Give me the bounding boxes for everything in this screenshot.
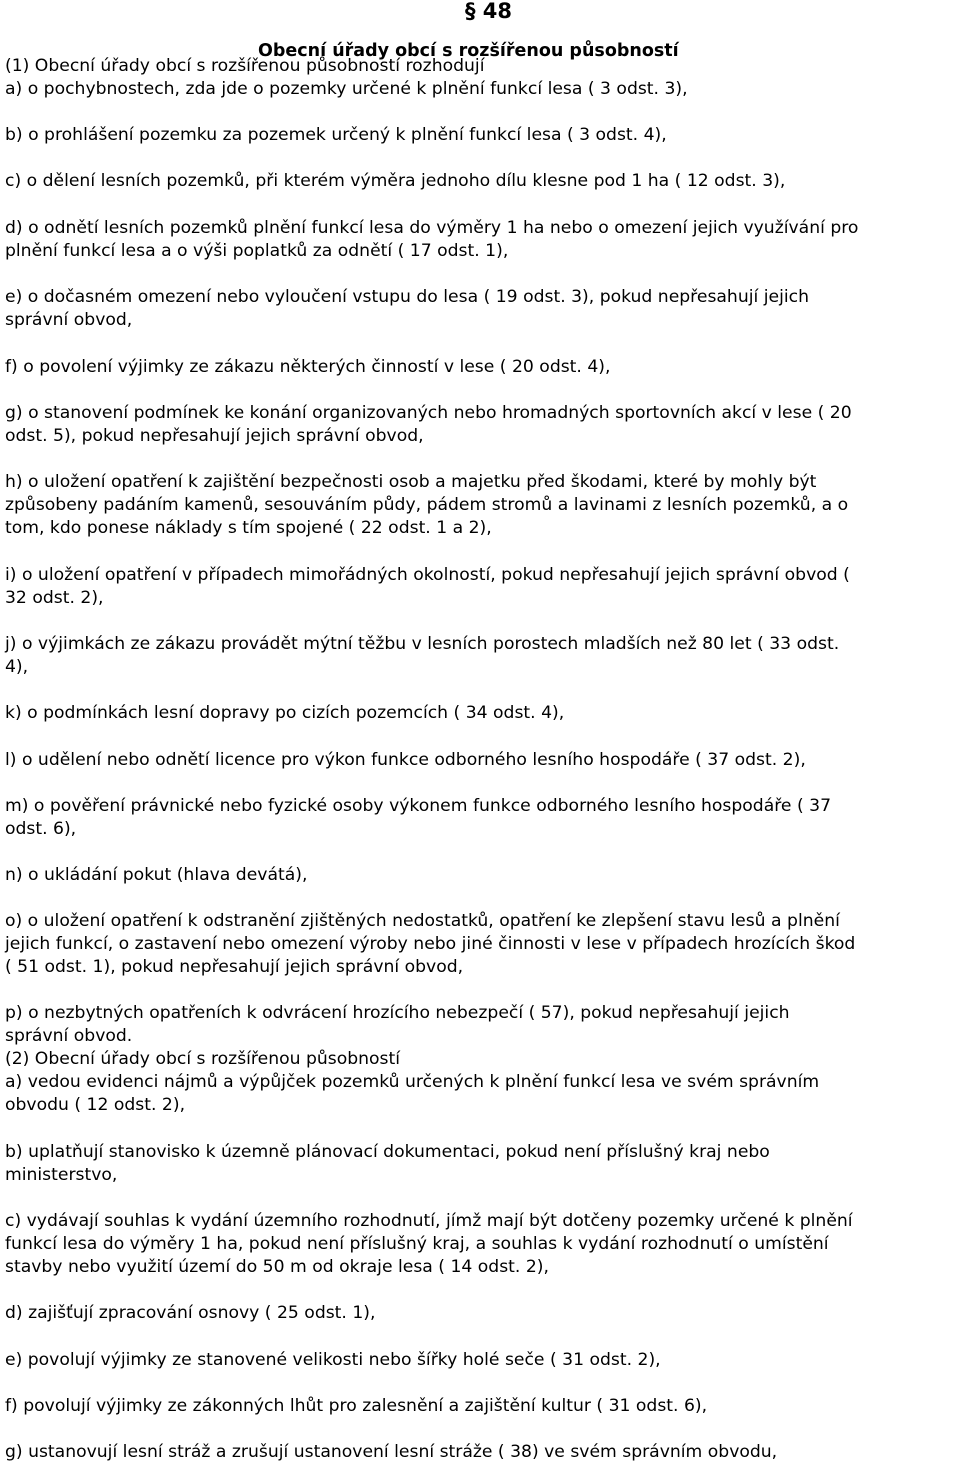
text-line: f) o povolení výjimky ze zákazu některých činností v lese ( 20 odst. 4), [5, 357, 611, 377]
text-line: d) o odnětí lesních pozemků plnění funkcí lesa do výměry 1 ha nebo o omezení jejich využívání pro [5, 218, 859, 238]
text-line: e) povolují výjimky ze stanovené velikosti nebo šířky holé seče ( 31 odst. 2), [5, 1350, 661, 1370]
text-line: m) o pověření právnické nebo fyzické osoby výkonem funkce odborného lesního hospodáře ( 37 [5, 796, 832, 816]
text-line: e) o dočasném omezení nebo vyloučení vstupu do lesa ( 19 odst. 3), pokud nepřesahují jejich [5, 287, 809, 307]
text-line: 4), [5, 657, 29, 677]
text-line: ( 51 odst. 1), pokud nepřesahují jejich správní obvod, [5, 957, 464, 977]
text-line: f) povolují výjimky ze zákonných lhůt pro zalesnění a zajištění kultur ( 31 odst. 6), [5, 1396, 708, 1416]
text-line: c) vydávají souhlas k vydání územního rozhodnutí, jímž mají být dotčeny pozemky určené k plnění [5, 1211, 853, 1231]
text-line: obvodu ( 12 odst. 2), [5, 1095, 186, 1115]
section-number: § 48 [465, 0, 513, 23]
text-line: jejich funkcí, o zastavení nebo omezení výroby nebo jiné činnosti v lese v případech hrozících škod [5, 934, 856, 954]
text-line: odst. 5), pokud nepřesahují jejich správní obvod, [5, 426, 424, 446]
text-line: j) o výjimkách ze zákazu provádět mýtní těžbu v lesních porostech mladších než 80 let ( 33 odst. [5, 634, 840, 654]
text-line: n) o ukládání pokut (hlava devátá), [5, 865, 308, 885]
text-line: b) uplatňují stanovisko k územně plánovací dokumentaci, pokud není příslušný kraj nebo [5, 1142, 770, 1162]
text-line: plnění funkcí lesa a o výši poplatků za odnětí ( 17 odst. 1), [5, 241, 509, 261]
text-line: 32 odst. 2), [5, 588, 104, 608]
text-line: funkcí lesa do výměry 1 ha, pokud není příslušný kraj, a souhlas k vydání rozhodnutí o umístění [5, 1234, 829, 1254]
text-line: odst. 6), [5, 819, 77, 839]
text-line: b) o prohlášení pozemku za pozemek určený k plnění funkcí lesa ( 3 odst. 4), [5, 125, 667, 145]
text-line: k) o podmínkách lesní dopravy po cizích pozemcích ( 34 odst. 4), [5, 703, 565, 723]
text-line: tom, kdo ponese náklady s tím spojené ( 22 odst. 1 a 2), [5, 518, 492, 538]
text-line: p) o nezbytných opatřeních k odvrácení hrozícího nebezpečí ( 57), pokud nepřesahují jejich [5, 1003, 790, 1023]
text-line: l) o udělení nebo odnětí licence pro výkon funkce odborného lesního hospodáře ( 37 odst. 2), [5, 750, 806, 770]
text-line: h) o uložení opatření k zajištění bezpečnosti osob a majetku před škodami, které by mohly být [5, 472, 817, 492]
text-line: i) o uložení opatření v případech mimořádných okolností, pokud nepřesahují jejich správní obvod ( [5, 565, 850, 585]
text-line: (2) Obecní úřady obcí s rozšířenou působností [5, 1049, 401, 1069]
text-line: správní obvod, [5, 310, 133, 330]
text-line: způsobeny padáním kamenů, sesouváním půdy, pádem stromů a lavinami z lesních pozemků, a o [5, 495, 849, 515]
text-line: g) ustanovují lesní stráž a zrušují ustanovení lesní stráže ( 38) ve svém správním obvodu, [5, 1442, 778, 1462]
text-line: a) vedou evidenci nájmů a výpůjček pozemků určených k plnění funkcí lesa ve svém správním [5, 1072, 820, 1092]
text-line: a) o pochybnostech, zda jde o pozemky určené k plnění funkcí lesa ( 3 odst. 3), [5, 79, 688, 99]
text-line: (1) Obecní úřady obcí s rozšířenou působností rozhodují [5, 56, 485, 76]
text-line: c) o dělení lesních pozemků, při kterém výměra jednoho dílu klesne pod 1 ha ( 12 odst. 3), [5, 171, 786, 191]
text-line: ministerstvo, [5, 1165, 118, 1185]
text-line: stavby nebo využití území do 50 m od okraje lesa ( 14 odst. 2), [5, 1257, 549, 1277]
text-line: g) o stanovení podmínek ke konání organizovaných nebo hromadných sportovních akcí v lese ( 20 [5, 403, 852, 423]
text-line: o) o uložení opatření k odstranění zjištěných nedostatků, opatření ke zlepšení stavu lesů a plnění [5, 911, 840, 931]
section-heading: Obecní úřady obcí s rozšířenou působností [258, 41, 679, 61]
text-line: d) zajišťují zpracování osnovy ( 25 odst. 1), [5, 1303, 376, 1323]
text-line: správní obvod. [5, 1026, 133, 1046]
